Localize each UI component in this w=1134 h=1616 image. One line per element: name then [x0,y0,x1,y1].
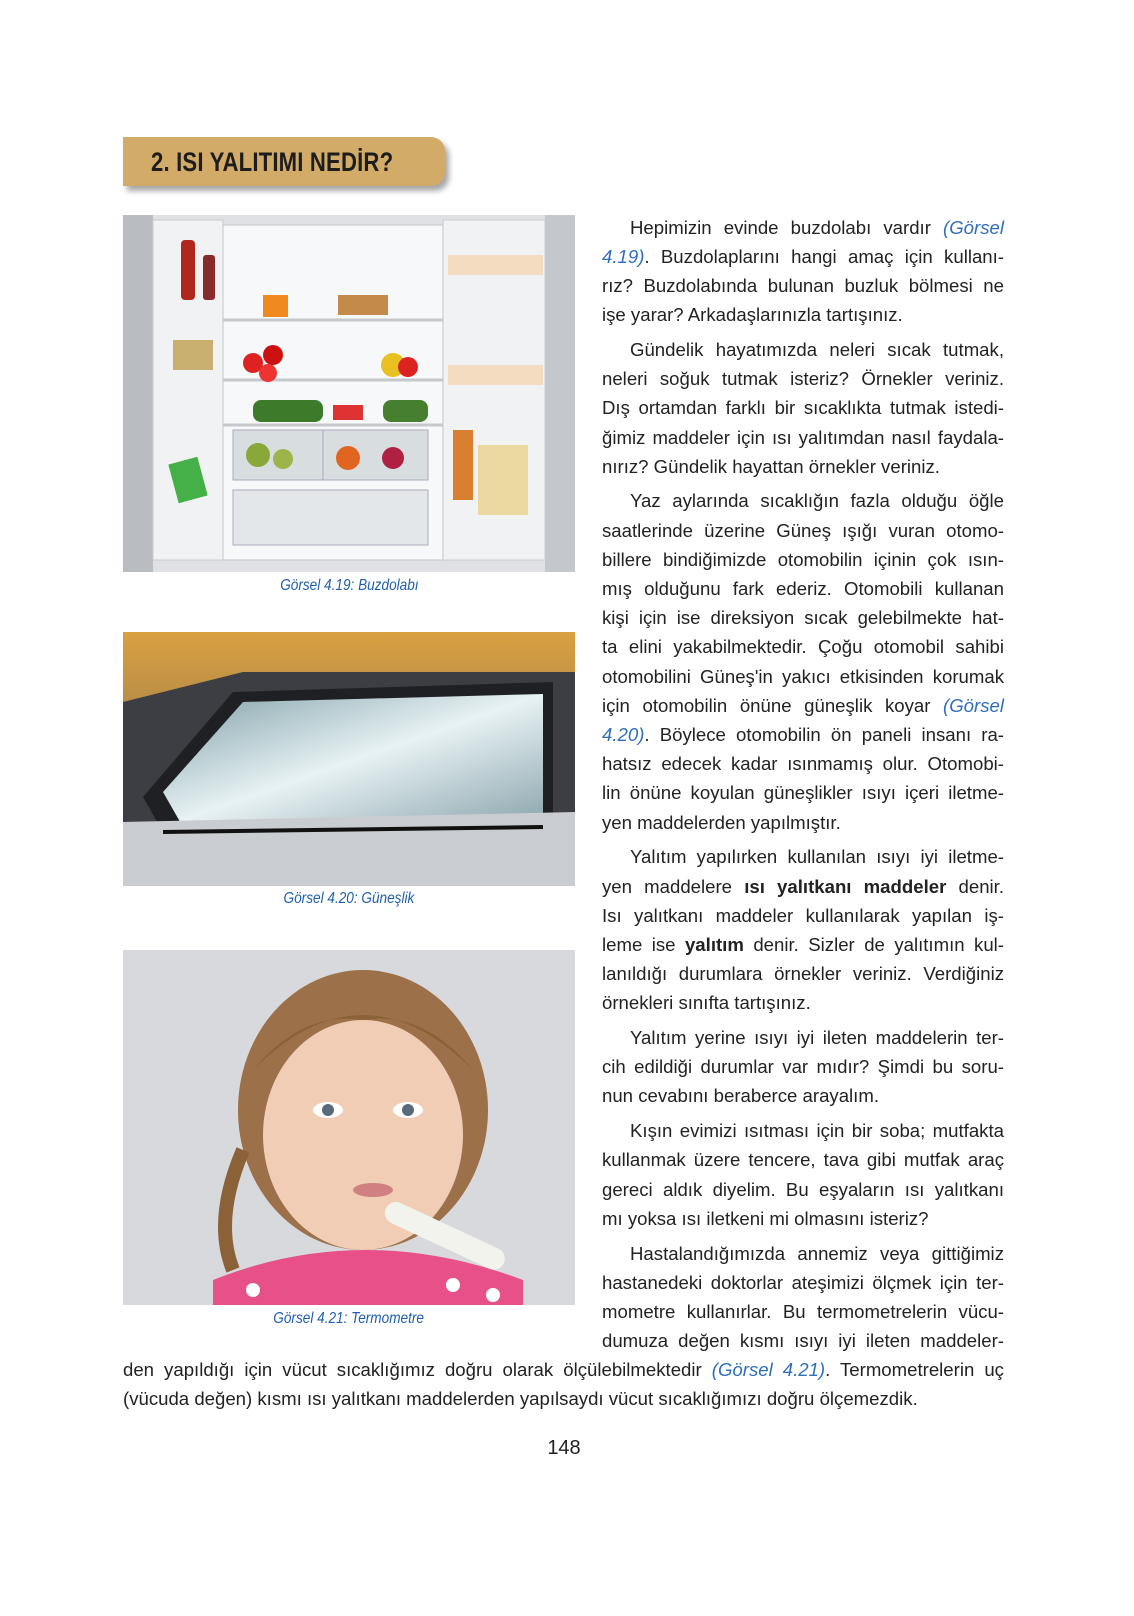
text-line [602,1116,1004,1145]
paragraph [602,213,1004,330]
paragraph [602,842,1004,1017]
paragraph [602,486,1004,836]
text-line [602,1175,1004,1204]
text-segment: denir. [946,875,1004,897]
text-segment: leme ise [602,933,685,955]
key-term: ısı yalıtkanı maddeler [744,875,947,897]
text-segment: . Buzdolaplarını hangi amaç için kullanı- [644,245,1004,267]
text-line [602,242,1004,271]
text-line [602,364,1004,393]
text-segment: yen maddelere [602,875,745,897]
text-segment: denir. Sizler de yalıtımın kul- [743,933,1004,955]
text-segment: lanıldığı durumlara örnekler veriniz. Verdiğiniz [602,963,1004,985]
paragraph [602,335,1004,481]
paragraph [602,1023,1004,1111]
text-line [602,1052,1004,1081]
caption-text: Görsel 4.20: Güneşlik [283,890,415,907]
text-line [602,872,1004,901]
text-line [602,901,1004,930]
text-line [602,749,1004,778]
text-line [602,842,1004,871]
text-segment: hastanedeki doktorlar ateşimizi ölçmek için ter- [602,1271,1004,1293]
page-number: 148 [547,1437,581,1459]
text-line [602,632,1004,661]
text-segment: hatsız edecek kadar ısınmamış olur. Otomobi- [602,753,1004,775]
text-segment: cih edildiği durumlar var mıdır? Şimdi bu soru- [602,1056,1004,1078]
key-term: yalıtım [684,933,744,955]
text-segment: den yapıldığı için vücut sıcaklığımız doğru olarak ölçülebilmektedir [123,1359,712,1381]
text-segment: (vücuda değen) kısmı ısı yalıtkanı maddelerden yapılsaydı vücut sıcaklığımızı doğru ölçemezdik. [123,1388,918,1410]
girl-thermometer-photo [123,950,575,1305]
figure-reference-link[interactable]: (Görsel [943,216,1004,238]
figure-reference-link[interactable]: 4.20) [602,723,645,745]
text-line [602,574,1004,603]
text-segment: mış olduğunu fark ederiz. Otomobili kullanan [602,578,1004,600]
text-segment: Isı yalıtkanı maddeler kullanılarak yapılan iş- [602,904,1004,926]
text-segment: için otomobilin önüne güneşlik koyar [602,694,944,716]
text-line [123,1384,1004,1413]
text-line [602,1239,1004,1268]
text-line [602,300,1004,329]
text-line [602,720,1004,749]
text-line [602,545,1004,574]
text-segment: Yalıtım yerine ısıyı iyi ileten maddelerin ter- [630,1027,1004,1049]
text-line [602,335,1004,364]
refrigerator-image [123,215,575,572]
text-segment: mometre kullanırlar. Bu termometrelerin vücu- [602,1300,1004,1322]
text-segment: Hastalandığımızda annemiz veya gittiğimiz [630,1242,1004,1264]
text-line [602,213,1004,242]
paragraph [123,1239,1004,1414]
text-line [602,662,1004,691]
text-line [123,1355,1004,1384]
text-segment: Dış ortamdan farklı bir sıcaklıkta tutmak istedi- [602,397,1004,419]
text-line [602,393,1004,422]
text-segment: . Termometrelerin uç [825,1359,1004,1381]
text-line [602,452,1004,481]
girl-thermometer-image [123,950,575,1305]
text-line [602,930,1004,959]
figure-reference-link[interactable]: 4.19) [602,245,645,267]
paragraph [602,1116,1004,1233]
figure-caption [123,577,575,595]
text-segment: lin önüne koyulan güneşlikler ısıyı içeri iletme- [602,782,1004,804]
text-segment: ğimiz maddeler için ısı yalıtımdan nasıl faydala- [602,426,1004,448]
text-segment: Yaz aylarında sıcaklığın fazla olduğu öğle [630,490,1004,512]
text-segment: Hepimizin evinde buzdolabı vardır [630,216,944,238]
text-line [602,603,1004,632]
text-line [602,271,1004,300]
text-line [602,1268,1004,1297]
figure-reference-link[interactable]: (Görsel 4.21) [711,1359,826,1381]
text-segment: ta elini yakabilmektedir. Çoğu otomobil sahibi [602,636,1004,658]
text-segment: işe yarar? Arkadaşlarınızla tartışınız. [602,304,903,326]
text-line [602,778,1004,807]
text-line [602,423,1004,452]
text-segment: billere bindiğimizde otomobilin içinin çok ısın- [602,548,1004,570]
section-title: 2. ISI YALITIMI NEDİR? [151,147,394,177]
text-line [602,1204,1004,1233]
text-segment: mı yoksa ısı iletkeni mi olmasını isteriz? [602,1207,929,1229]
caption-text: Görsel 4.19: Buzdolabı [279,577,419,594]
figure-reference-link[interactable]: (Görsel [943,694,1004,716]
text-segment: nun cevabını beraberce arayalım. [602,1085,879,1107]
refrigerator-photo [123,215,575,572]
text-line [602,1081,1004,1110]
text-segment: Kışın evimizi ısıtması için bir soba; mutfakta [630,1120,1004,1142]
text-line [602,959,1004,988]
text-segment: otomobilini Güneş'in yakıcı etkisinden korumak [602,665,1004,687]
text-segment: Yalıtım yapılırken kullanılan ısıyı iyi iletme- [630,846,1004,868]
text-segment: Gündelik hayatımızda neleri sıcak tutmak, [630,338,1004,360]
text-segment: örnekleri sınıfta tartışınız. [602,992,811,1014]
text-line [602,691,1004,720]
text-segment: kullanmak üzere tencere, tava gibi mutfak araç [602,1149,1004,1171]
text-segment: yen maddelerden yapılmıştır. [602,811,841,833]
text-line [602,1145,1004,1174]
text-line [602,988,1004,1017]
text-line [602,1326,1004,1355]
text-segment: dumuza değen kısmı ısıyı iyi ileten maddeler- [602,1330,1004,1352]
text-segment: neleri soğuk tutmak isteriz? Örnekler veriniz. [602,368,1004,390]
figure-caption [123,1310,575,1328]
text-segment: rız? Buzdolabında bulunan buzluk bölmesi ne [602,274,1004,296]
text-segment: . Böylece otomobilin ön paneli insanı ra- [644,723,1004,745]
text-segment: kişi için ise direksiyon sıcak gelebilmekte hat- [602,607,1004,629]
text-line [602,1297,1004,1326]
text-line [602,486,1004,515]
figure-caption [123,890,575,908]
section-header [123,137,445,186]
text-segment: gereci aldık diyelim. Bu eşyaların ısı yalıtkanı [602,1178,1004,1200]
text-line [602,1023,1004,1052]
text-line [602,808,1004,837]
caption-text: Görsel 4.21: Termometre [273,1310,425,1327]
car-sunshade-photo [123,632,575,886]
text-segment: saatlerinde üzerine Güneş ışığı vuran otomo- [602,519,1004,541]
text-line [602,516,1004,545]
text-segment: nırız? Gündelik hayattan örnekler veriniz. [602,455,940,477]
car-sunshade-image [123,632,575,886]
